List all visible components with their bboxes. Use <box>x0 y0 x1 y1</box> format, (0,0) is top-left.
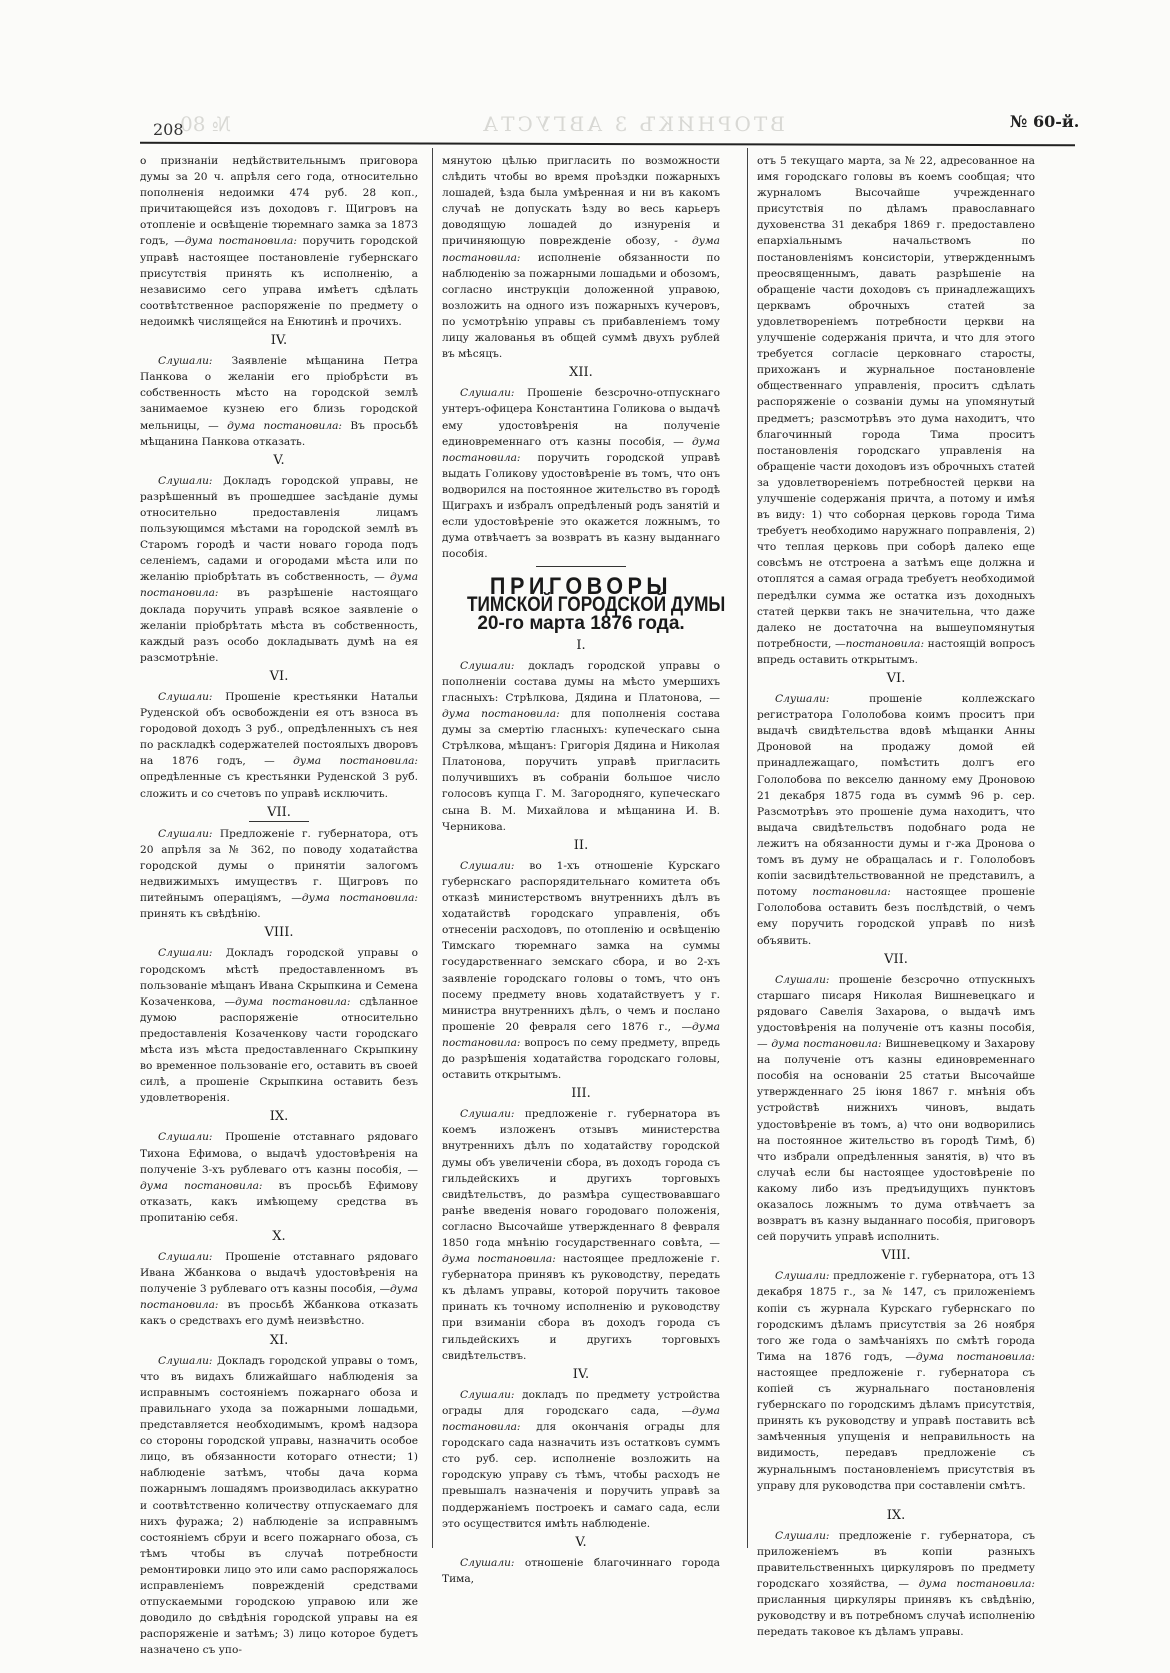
column-divider <box>432 148 433 1548</box>
section-number: I. <box>576 637 586 653</box>
section-number: VII. <box>249 805 309 822</box>
paragraph: Слушали: Докладъ городской управы о томъ, что въ видахъ ближайшаго наблюденія за исправнымъ состояніемъ пожарнаго обоза и правильнаго ухода за пожарными лошадьми, представляется необходимымъ, кромѣ надзора со стороны городской управы, назначить особое лицо, въ обязанности котораго отнести; 1) наблюденіе затѣмъ, чтобы дача корма пожарнымъ лошадямъ производилась аккуратно и соотвѣтственно количеству отпускаемаго для нихъ фуража; 2) наблюденіе за исправнымъ состояніемъ сбруи и всего пожарнаго обоза, съ тѣмъ чтобы въ случаѣ потребности ремонтировки лицо это или само распоряжалось исправленіемъ поврежденій средствами отпускаемыми городскою управою или же доводило до свѣдѣнія городской управы на ея распоряженіе и затѣмъ; 3) лицо которое будетъ назначено съ упо- <box>140 1354 418 1657</box>
section-number: VI. <box>269 668 289 684</box>
paragraph: Слушали: отношеніе благочиннаго города Тима, <box>442 1556 720 1585</box>
section-number: VIII. <box>264 925 294 941</box>
column-middle <box>442 153 726 1589</box>
section-number: VII. <box>884 951 908 967</box>
paragraph: Слушали: прошеніе безсрочно отпускныхъ старшаго писаря Николая Вишневецкаго и рядоваго Савелія Захарова, о выдачѣ имъ удостовѣренія на полученіе отъ казны пособія, — дума постановила: Вишневецкому и Захарову на полученіе отъ казны единовременнаго пособія на основаніи 25 статьи Высочайше утвержденнаго 25 іюня 1867 г. мнѣнія объ устройствѣ нижнихъ чиновъ, выдать удостовѣреніе въ томъ, а) что они водворились на постоянное жительство въ городѣ Тимѣ, б) что избрали опредѣленныя занятія, в) что въ случаѣ если бы настоящее удостовѣреніе по какому либо изъ предъидущихъ пунктовъ оказалось ложнымъ то дума отвѣчаетъ за возвратъ въ казну выданнаго пособія, приговоръ сей поручить управѣ исполнить. <box>757 973 1035 1244</box>
section-number: V. <box>575 1534 587 1550</box>
paragraph: Слушали: Прошеніе крестьянки Натальи Руденской объ освобожденіи ея отъ взноса въ городовой доходъ 3 руб., опредѣленныхъ съ нея по раскладкѣ содержателей постоялыхъ дворовъ на 1876 годъ, — дума постановила: опредѣленные съ крестьянки Руденской 3 руб. сложить и со счетовъ по управѣ исключить. <box>140 691 418 800</box>
section-number: IV. <box>270 333 288 349</box>
section-number: IX. <box>269 1109 289 1125</box>
paragraph: Слушали: во 1-хъ отношеніе Курскаго губернскаго распорядительнаго комитета объ отказѣ министерствомъ внутреннихъ дѣлъ въ ходатайствѣ городскаго управленія, объ отнесеніи расходовъ, по отопленію и освѣщенію Тимскаго тюремнаго замка на суммы государственнаго земскаго сбора, и во 2-хъ заявленіе городскаго головы о томъ, что онъ посему предмету вновь ходатайствуетъ у г. министра внутреннихъ дѣлъ, о чемъ и послано прошеніе 20 февраля сего 1876 г., —дума постановила: вопросъ по сему предмету, впредь до разрѣшенія ходатайства городскаго головы, оставить открытымъ. <box>442 859 720 1082</box>
article-subtitle: ТИМСКОЙ ГОРОДСКОЙ ДУМЫ <box>467 593 726 617</box>
paragraph: отъ 5 текущаго марта, за № 22, адресованное на имя городскаго головы въ коемъ сообщая; что журналомъ Высочайше учрежденнаго присутствія по дѣламъ православнаго духовенства 31 декабря 1869 г. предоставлено епархіальнымъ начальствомъ по постановленіямъ консисторіи, утвержденнымъ преосвященнымъ, давать разрѣшеніе на обращеніе части доходовъ съ принадлежащихъ церквамъ оброчныхъ статей за удовлетвореніемъ потребности церкви на улучшеніе содержанія причта, и что для этого требуется согласіе церковнаго старосты, прихожанъ и журнальное постановленіе общественнаго управленія, проситъ сдѣлать распоряженіе о созваніи думы на упомянутый предметъ; разсмотрѣвъ это дума находитъ, что благочинный города Тима проситъ постановленія городскаго управленія на обращеніе части доходовъ изъ оброчныхъ статей за удовлетвореніемъ потребностей церкви на улучшеніе содержанія причта, а потому и имѣя въ виду: 1) что соборная церковь города Тима требуетъ необходимо наружнаго поправленія, 2) что теплая церковь при соборѣ далеко еще совсѣмъ не отстроена а затѣмъ еще должна и отоплятся а самая ограда требуетъ необходимой передѣлки сумма же остатка изъ доходныхъ статей церкви такъ не значительна, что даже далеко не достаточна на вышеупомянутыя потребности, —постановила: настоящій вопросъ впредь оставить открытымъ. <box>757 155 1036 666</box>
section-number: VIII. <box>881 1248 911 1264</box>
column-divider <box>747 148 748 1548</box>
section-number: II. <box>573 837 589 853</box>
bleed-through-number: № 80 <box>180 112 231 136</box>
paragraph: Слушали: предложеніе г. губернатора въ коемъ изложенъ отзывъ министерства внутреннихъ дѣлъ по ходатайству городской думы объ увеличеніи сбора, въ доходъ города съ гильдейскихъ и другихъ торговыхъ свидѣтельствъ, до размѣра существовавшаго ранѣе введенія новаго городоваго положенія, согласно Высочайше утвержденнаго 8 февраля 1850 года мнѣнію государственнаго совѣта, — дума постановила: настоящее предложеніе г. губернатора принявъ къ руководству, передать къ дѣламъ управы, которой поручить таковое принать къ точному исполненію и руководству при взиманіи сбора въ доходъ города съ гильдейскихъ и другихъ торговыхъ свидѣтельствъ. <box>442 1108 721 1362</box>
section-number: III. <box>571 1086 591 1102</box>
section-number: X. <box>272 1229 286 1244</box>
paragraph: Слушали: Докладъ городской управы о городскомъ мѣстѣ предоставленномъ въ пользованіе мѣщанъ Ивана Скрыпкина и Семена Козаченкова, —дума постановила: сдѣланное думою распоряженіе относительно предоставленія Козаченкову части городскаго мѣста изъ мѣста предоставленнаго Скрыпкину во временное пользованіе его, оставить въ своей силѣ, а прошеніе Скрыпкина оставить безъ удовлетворенія. <box>140 947 419 1105</box>
section-number: XII. <box>569 365 593 381</box>
paragraph: о признаніи недѣйствительнымъ приговора думы за 20 ч. апрѣля сего года, относительно пополненія недоимки 474 руб. 28 коп., причитающейся изъ доходовъ г. Щигровъ на отопленіе и освѣщеніе тюремнаго замка за 1873 годъ, —дума постановила: поручить городской управѣ настоящее постановленіе губернскаго присутствія принять къ исполненію, а независимо сего управа имѣетъ сдѣлать соотвѣтственное распоряженіе по предмету о недоимкѣ числящейся на Енютинѣ и прочихъ. <box>140 155 419 328</box>
paragraph: Слушали: Заявленіе мѣщанина Петра Панкова о желаніи его пріобрѣсти въ собственность мѣсто на городской землѣ занимаемое кузнею его близь городской мельницы, — дума постановила: Въ просьбѣ мѣщанина Панкова отказать. <box>140 355 418 448</box>
paragraph: Слушали: Прошеніе безсрочно-отпускнаго унтеръ-офицера Константина Голикова о выдачѣ ему удостовѣренія на полученіе единовременнаго отъ казны пособія, — дума постановила: поручить городской управѣ выдать Голикову удостовѣреніе въ томъ, что онъ водворился на постоянное жительство въ городѣ Щиграхъ и избралъ опредѣленый родъ занятій и если удостовѣреніе это окажется ложнымъ, то дума отвѣчаетъ за возвратъ въ казну выданнаго пособія. <box>442 387 721 561</box>
paragraph: Слушали: Предложеніе г. губернатора, отъ 20 апрѣля за № 362, по поводу ходатайства городской думы о принятіи залогомъ недвижимыхъ имуществъ г. Щигровъ по питейнымъ операціямъ, —дума постановила: принять къ свѣдѣнію. <box>140 827 418 921</box>
paragraph: Слушали: предложеніе г. губернатора, съ приложеніемъ въ копіи разныхъ правительственныхъ циркуляровъ по предмету городскаго хозяйства, — дума постановила: присланныя циркуляры принявъ къ свѣдѣнію, руководству и въ потребномъ случаѣ исполненію передать таковое къ дѣламъ управы. <box>757 1529 1035 1639</box>
paragraph: Слушали: докладъ по предмету устройства ограды для городскаго сада, —дума постановила: для окончанія ограды для городскаго сада назначить изъ остатковъ суммъ сто руб. сер. исполненіе возложить на городскую управу съ тѣмъ, чтобы расходъ не превышалъ назначенія и поручить управѣ за поддержаніемъ построекъ и самаго сада, если это осуществится имѣть наблюденіе. <box>442 1388 721 1530</box>
paragraph: Слушали: Прошеніе отставнаго рядоваго Ивана Жбанкова о выдачѣ удостовѣренія на полученіе 3 рублеваго отъ казны пособія, —дума постановила: въ просьбѣ Жбанкова отказать какъ о средствахъ его думѣ неизвѣстно. <box>140 1251 418 1328</box>
paragraph: Слушали: предложеніе г. губернатора, отъ 13 декабря 1875 г., за № 147, съ приложеніемъ копіи съ журнала Курскаго губернскаго по городскимъ дѣламъ присутствія за 26 ноября того же года о замѣчаніяхъ по смѣтѣ города Тима на 1876 годъ, —дума постановила: настоящее предложеніе г. губернатора съ копіей съ журнальнаго постановленія губернскаго по городскимъ дѣламъ присутствія, принять къ руководству и управѣ поставить всѣ замѣченныя упущенія и неправильность на видимость, передавъ предложеніе съ журнальнымъ постановленіемъ присутствія въ управу для руководства при составленіи смѣтъ. <box>757 1270 1035 1492</box>
issue-number: № 60-й. <box>1010 112 1080 131</box>
paragraph: Слушали: прошеніе коллежскаго регистратора Гололобова коимъ проситъ при выдачѣ свидѣтельства вдовѣ мѣщанки Анны Дроновой на продажу домой ей принадлежащаго, помѣстить долгъ его Гололобова по векселю данному ему Дроновою 21 декабря 1875 года въ суммѣ 96 р. сер. Разсмотрѣвъ это прошеніе дума находитъ, что выдача свидѣтельствъ подобнаго рода не лежитъ на обязанности думы и г-жа Дронова о томъ въ думу не обращалась и г. Гололобовъ копіи засвидѣтельствованной не представилъ, а потому постановила: настоящее прошеніе Гололобова оставить безъ послѣдствій, о чемъ ему поручить городской управѣ по низѣ объявить. <box>757 693 1036 947</box>
article-title: ПРИГОВОРЫ <box>489 573 673 601</box>
column-right <box>757 153 1035 1642</box>
header-rule <box>140 142 1075 146</box>
paragraph: Слушали: Докладъ городской управы, не разрѣшенный въ прошедшее засѣданіе думы относительно предоставленія лицамъ пользующимся мѣстами на городской землѣ въ Старомъ городѣ и части новаго города подъ селеніемъ, садами и огородами мѣста или по желанію пріобрѣтать въ собственность, — дума постановила: въ разрѣшеніе настоящаго доклада поручить управѣ всякое заявленіе о желаніи пріобрѣтать мѣста въ собственность, каждый разъ особо докладывать думѣ на ея разсмотрѣніе. <box>140 474 419 664</box>
section-number: IX. <box>886 1507 906 1523</box>
bleed-through-header: ВТОРНИКЪ 3 АВГУСТА <box>480 112 785 136</box>
paragraph: Слушали: докладъ городской управы о пополненіи состава думы на мѣсто умершихъ гласныхъ: Стрѣлкова, Дядина и Платонова, — дума постановила: для пополненія состава думы за смертію гласныхъ: купеческаго сына Стрѣлкова, мѣщанъ: Григорія Дядина и Николая Платонова, поручить управѣ пригласить получившихъ въ собраніи большое число голосовъ купца Г. М. Загородняго, купеческаго сына В. М. Михайлова и мѣщанина И. В. Черникова. <box>442 659 720 833</box>
section-divider <box>536 566 626 567</box>
section-number: XI. <box>269 1332 289 1348</box>
section-number: IV. <box>572 1366 590 1382</box>
paragraph: мянутою цѣлью пригласить по возможности слѣдить чтобы во время проѣздки пожарныхъ лошадей, ѣзда была умѣренная и ни въ какомъ случаѣ не допускать ѣзду во весь карьеръ доводящую лошадей до изнуренія и причиняющую поврежденіе обозу, - дума постановила: исполненіе обязанности по наблюденію за пожарными лошадьми и обозомъ, согласно инструкціи доложенной управою, возложить на одного изъ пожарныхъ кучеровъ, по усмотрѣнію управы съ прибавленіемъ тому лицу жалованья въ общей суммѣ двухъ рублей въ мѣсяцъ. <box>442 155 721 361</box>
section-number: VI. <box>886 671 906 686</box>
article-date: 20-го марта 1876 года. <box>477 612 685 634</box>
page-number: 208 <box>153 120 184 139</box>
section-number: V. <box>273 452 285 468</box>
column-left <box>140 153 418 1660</box>
paragraph: Слушали: Прошеніе отставнаго рядоваго Тихона Ефимова, о выдачѣ удостовѣренія на полученіе 3-хъ рублеваго отъ казны пособія, —дума постановила: въ просьбѣ Ефимову отказать, какъ имѣющему средства въ пропитанію себя. <box>140 1131 419 1224</box>
